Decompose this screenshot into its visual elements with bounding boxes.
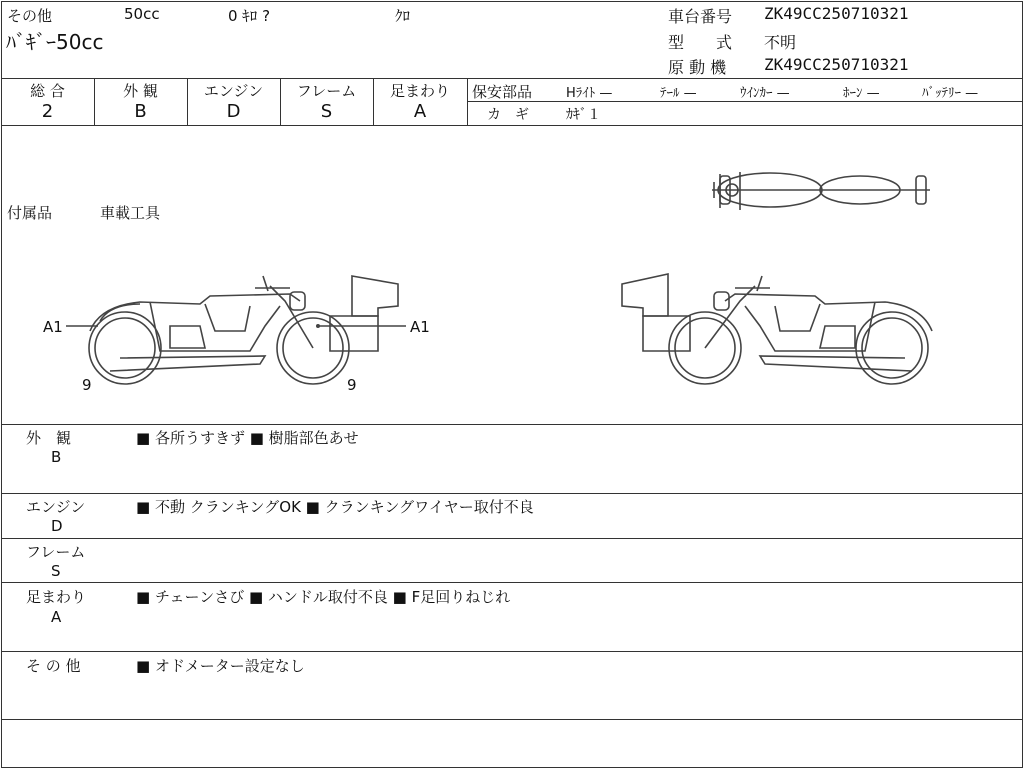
detail-title: 足まわり [26,588,87,606]
detail-text: ■ 各所うすきず ■ 樹脂部色あせ [136,429,359,447]
key-label: カ ギ [487,107,529,123]
accessories-label: 付属品 [7,204,53,222]
displacement: 50cc [124,5,160,23]
mark-dot-right [316,324,320,328]
color: ｸﾛ [395,7,411,25]
divider [1,493,1022,494]
grade-value-total: 2 [41,101,54,122]
divider [1,582,1022,583]
model-name: ﾊﾞｷﾞｰ50cc [6,30,104,54]
divider [467,78,468,125]
grade-header-engine: エンジン [203,82,264,100]
divider [1,651,1022,652]
divider [1,78,1022,79]
frame-no-label: 車台番号 [668,7,733,26]
bike-left-view [89,276,398,384]
safety-item-battery: ﾊﾞｯﾃﾘｰ — [922,86,979,101]
safety-item-headlight: Hﾗｲﾄ — [566,86,613,101]
grade-value-suspension: A [413,101,427,122]
frame-no: ZK49CC250710321 [764,4,909,23]
category-label: その他 [7,7,53,25]
detail-title: 外 観 [26,429,72,447]
grade-header-total: 総 合 [30,82,65,100]
engine-no-label: 原 動 機 [668,58,727,77]
detail-title: そ の 他 [26,657,81,675]
safety-label: 保安部品 [472,83,533,101]
detail-grade: D [51,517,63,535]
grade-header-frame: フレーム [296,82,357,100]
detail-grade: A [51,608,62,626]
grade-value-frame: S [320,101,333,122]
num-left: 9 [82,376,92,394]
detail-grade: S [51,562,61,580]
type-label: 型 式 [668,33,733,52]
grade-value-engine: D [226,101,241,122]
detail-title: エンジン [26,498,86,516]
detail-title: フレーム [26,543,86,561]
engine-no: ZK49CC250710321 [764,55,909,74]
grade-header-suspension: 足まわり [389,82,450,100]
num-right: 9 [347,376,357,394]
safety-item-winker: ｳｲﾝｶｰ — [740,86,790,101]
detail-text: ■ オドメーター設定なし [136,657,305,675]
grade-value-exterior: B [134,101,147,122]
grade-header-exterior: 外 観 [123,82,158,100]
type-value: 不明 [764,33,797,52]
bike-top-view [712,172,930,210]
safety-item-tail: ﾃｰﾙ — [660,86,697,101]
damage-diagram [0,126,1022,424]
mark-left: A1 [43,318,63,336]
key-value: ｶｷﾞ１ [566,107,601,123]
divider [1,538,1022,539]
detail-grade: B [51,448,62,466]
mark-right: A1 [410,318,430,336]
accessories-value: 車載工具 [100,204,161,222]
detail-text: ■ チェーンさび ■ ハンドル取付不良 ■ F足回りねじれ [136,588,511,606]
detail-text: ■ 不動 クランキングOK ■ クランキングワイヤー取付不良 [136,498,534,516]
divider [1,719,1022,720]
mileage: 0 ｷﾛ ? [228,7,271,25]
safety-item-horn: ﾎｰﾝ — [843,86,880,101]
bike-right-view [622,274,932,384]
divider [467,101,1022,102]
divider [1,424,1022,425]
